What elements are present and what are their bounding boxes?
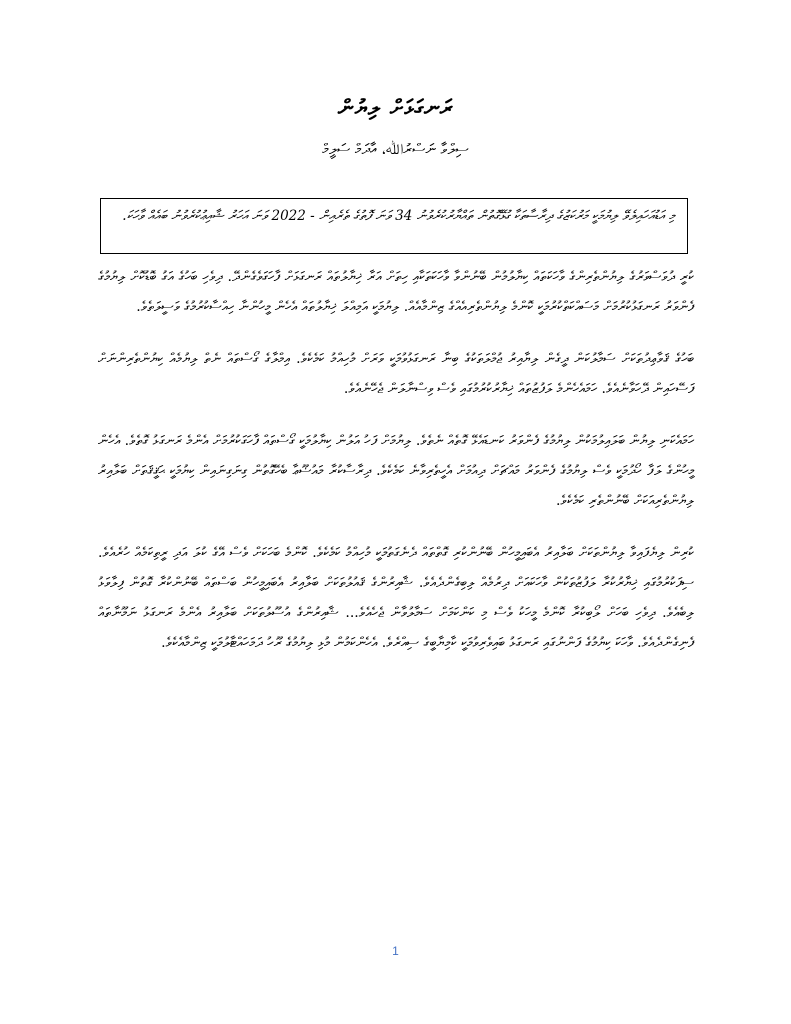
document-title: ރަނގަޅަށް ލިޔުން — [337, 95, 454, 121]
paragraph: ކުރީ ދުވަސްވަރުގެ ލިޔުންތެރިންގެ ވާހަކަތައް ކިޔާލުމުން ބޭނުންވާ ވާހަކަތަކާއި ހިތަށް އަރާ ޚިޔާލުތައް ރަނގަޅަށް ފާހަގަވެގެންދޭ. ދިވެހި ބަހުގެ އަގު ބޮޑުކޮށް ލިޔުމުގެ ފެންވަރު ރަނގަޅުކުރުމަށް މަސައްކަތްކުރުމަކީ ކޮންމެ ލިޔުންތެރިއެއްގެ ޒިންމާއެއް. ލިޔުމަކީ އަމިއްލަ ޚިޔާލުތައް އެހެން މީހުންނާ ހިއްސާކުރުމުގެ ވަސީލަތެވެ. — [98, 269, 694, 315]
paragraph: ބަހުގެ ޤަވާޢިދުތަކަށް ސަމާލުކަން ދީގެން ލިޔާއިރު ޖުމްލަތަކުގެ ބިނާ ރަނގަޅުވުމަކީ ވަރަށް މުހިއްމު ކަމެކެވެ. އިމްލާގެ ގޯސްތައް ނެތް ލިޔުމެއް ކިޔުންތެރިންނަށް ފަސޭހައިން ދޭހަވާނެއެވެ. ހަމައެހެންމެ ލަފުޒުތައް ޚިޔާރުކުރުމުގައި ވެސް ވިސްނާލަން ޖެހޭނެއެވެ. — [98, 351, 694, 397]
summary-text: މި އަޑުއަހައިލެވޭ ލިޔުމަކީ މަރުކަޒުގެ ދިރާސާތަކާ ގުޅޭގޮތުން ތައްޔާރުކުރެވުނު 34 ވަނަ ފޮތުގެ ތެރެއިން - 2022 ވަނަ އަހަރު ޝާއިޢުކުރެވުނު ބައެއް ވާހަކަ. — [122, 208, 675, 224]
paragraph: ހަމައެކަނި ލިޔުން ބަލައިލުމަކުން ލިޔުމުގެ ފެންވަރު ކަނޑައެޅޭ ގޮތެއް ނެތެވެ. ލިޔުމަށް ފަހު އަލުން ކިޔާލުމަކީ ގޯސްތައް ފާހަގަކުރުމަށް އެންމެ ރަނގަޅު ގޮތެވެ. އެހެން މީހުންގެ ލަފާ ހޯދުމަކީ ވެސް ލިޔުމުގެ ފެންވަރު މައްޗަށް ދިއުމަށް އެހީތެރިވާނެ ކަމެކެވެ. ދިރާސާކުރާ މައުޟޫޢާ ބެހޭގޮތުން ގިނަގިނައިން ކިޔުމަކީ ޙަޤީޤަތަށް ބަލާއިރު ލިޔުންތެރިއަކަށް ބޭނުންތެރި ކަމެކެވެ. — [98, 433, 694, 509]
summary-box — [100, 198, 688, 254]
page-number: 1 — [392, 944, 399, 958]
body-text — [98, 262, 694, 680]
author-line: ސިލްވާ ނަސްރުﷲ، އާދަމް ސަލީމް — [322, 140, 469, 158]
paragraph: ކުރިން ލިޔެފައިވާ ލިޔުންތަކަށް ބަލާއިރު އެބައިމީހުން ބޭނުންކުރި ގޮތްތައް ދެނެގަތުމަކީ މުހިއްމު ކަމެކެވެ. ކޮންމެ ބަހަކަށް ވެސް އޭގެ ކުލަ އަދި ރީތިކަމެއް ހުރެއެވެ. ސިފަކުރުމުގައި ޚިޔާރުކުރާ ލަފުޒުތަކުން ވާހަކައަށް ދިރުމެއް ލިބިގެންދެއެވެ. ޝާއިރުންގެ ޤައުލުތަކަށް ބަލާއިރު އެބައިމީހުން ބަސްތައް ބޭނުންކުރާ ގޮތުން ފިލާވަޅު ލިބެއެވެ. ދިވެހި ބަހަށް ލޯބިކުރާ ކޮންމެ މީހަކު ވެސް މި ކަންކަމަށް ސަމާލުވާން ޖެހެއެވެ... ޝާއިރުންގެ އުސޫލުތަކަށް ބަލާއިރު އެންމެ ރަނގަޅު ނަމޫނާތައް ފެނިގެންދެއެވެ. ވާހަކަ ކިޔުމުގެ ފަންނުގައި ރަނގަޅު ބައިވެރިވުމަކީ ކާމިޔާބީގެ ސިއްރެވެ. އެހެންކަމުން މުޅި ލިޔުމުގެ ރޫހު ދަމަހައްޓާލުމަކީ ޒިންމާއެކެވެ. — [98, 545, 694, 651]
